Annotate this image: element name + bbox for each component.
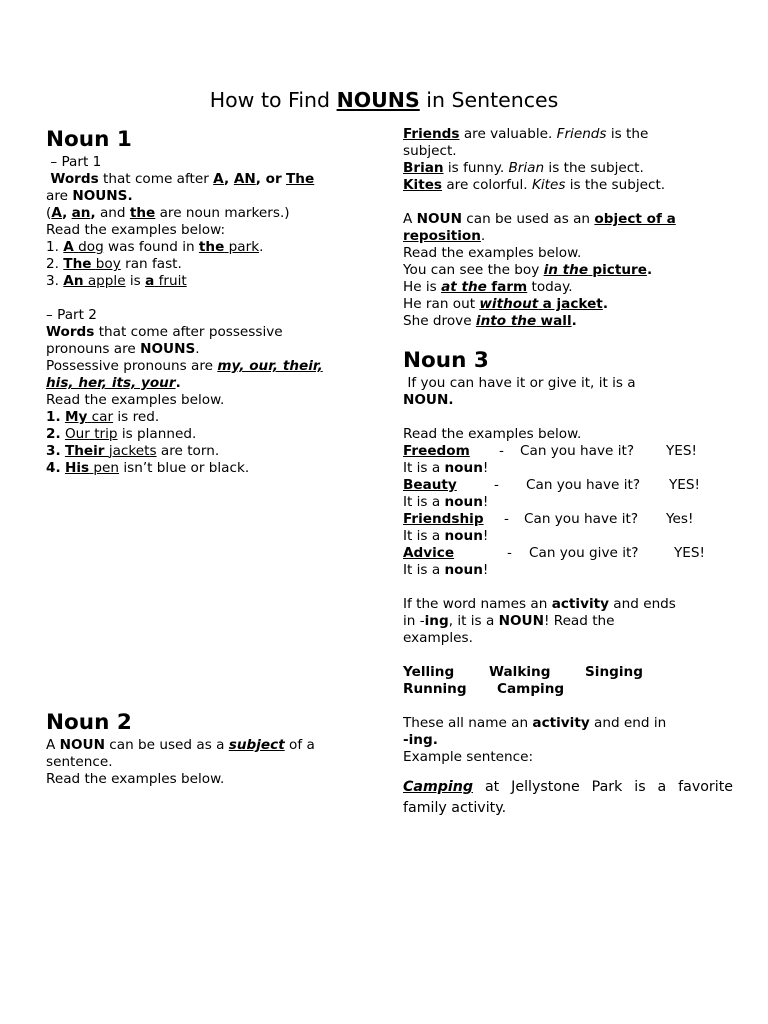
- heading-noun-3: Noun 3: [403, 348, 489, 373]
- left-column: [46, 126, 368, 477]
- object-example-2: He is at the farm today.: [403, 279, 573, 295]
- noun-example-verdict: It is a noun!: [403, 460, 489, 476]
- noun-example-word: Freedom: [403, 443, 470, 459]
- noun-3-intro-2: NOUN.: [403, 392, 454, 408]
- noun-3-intro-1: If you can have it or give it, it is a: [407, 375, 636, 391]
- part-1-label: – Part 1: [50, 154, 102, 170]
- noun-example-question: Can you give it?: [529, 545, 639, 561]
- activity-rule-line-1: If the word names an activity and ends: [403, 596, 676, 612]
- read-examples-4: Read the examples below.: [403, 426, 582, 442]
- heading-noun-1: Noun 1: [46, 127, 132, 152]
- noun-example-dash: -: [504, 511, 509, 527]
- activity-rule-line-3: examples.: [403, 630, 473, 646]
- object-rule-line-1: A NOUN can be used as an object of a: [403, 211, 676, 227]
- noun-example-word: Friendship: [403, 511, 484, 527]
- read-examples-1: Read the examples below:: [46, 222, 226, 238]
- noun-markers-note: (A, an, and the are noun markers.): [46, 205, 290, 221]
- example-2-3: 3. Their jackets are torn.: [46, 443, 220, 459]
- noun-example-answer: Yes!: [666, 511, 694, 527]
- object-rule-line-2: reposition.: [403, 228, 486, 244]
- example-2-2: 2. Our trip is planned.: [46, 426, 197, 442]
- noun-example-verdict: It is a noun!: [403, 528, 489, 544]
- activity-word: Singing: [585, 664, 643, 680]
- activity-word: Yelling: [403, 664, 455, 680]
- read-examples-3: Read the examples below.: [403, 245, 582, 261]
- noun-example-line: [403, 477, 733, 494]
- noun-example-question: Can you have it?: [524, 511, 639, 527]
- noun-example-line: [403, 511, 733, 528]
- object-example-1: You can see the boy in the picture.: [403, 262, 653, 278]
- subject-example-1-cont: subject.: [403, 143, 457, 159]
- all-activity-line-1: These all name an activity and end in: [403, 715, 667, 731]
- noun-example-dash: -: [494, 477, 499, 493]
- noun-example-verdict: It is a noun!: [403, 562, 489, 578]
- noun-example-question: Can you have it?: [520, 443, 635, 459]
- noun-example-word: Beauty: [403, 477, 457, 493]
- subject-example-1: Friends are valuable. Friends is the: [403, 126, 649, 142]
- example-2-4: 4. His pen isn’t blue or black.: [46, 460, 250, 476]
- page-title: How to Find NOUNS in Sentences: [209, 88, 559, 112]
- rule-1-line-2: are NOUNS.: [46, 188, 133, 204]
- activity-words-row-2: [403, 681, 733, 698]
- part-2-label: – Part 2: [46, 307, 97, 323]
- example-1-3: 3. An apple is a fruit: [46, 273, 187, 289]
- activity-word: Running: [403, 681, 467, 697]
- example-sentence: Camping at Jellystone Park is a favorite family activity.: [403, 779, 733, 816]
- object-example-3: He ran out without a jacket.: [403, 296, 608, 312]
- noun-example-line: [403, 443, 733, 460]
- read-examples-2: Read the examples below.: [46, 392, 225, 408]
- noun-2-line-2: sentence.: [46, 754, 113, 770]
- noun-2-line-3: Read the examples below.: [46, 771, 225, 787]
- example-1-1: 1. A dog was found in the park.: [46, 239, 264, 255]
- noun-example-answer: YES!: [666, 443, 697, 459]
- noun-example-answer: YES!: [674, 545, 705, 561]
- noun-2-line-1: A NOUN can be used as a subject of a: [46, 737, 315, 753]
- title-emphasis: NOUNS: [336, 88, 420, 112]
- possessive-list-line-2: his, her, its, your.: [46, 375, 181, 391]
- noun-example-question: Can you have it?: [526, 477, 641, 493]
- noun-example-verdict: It is a noun!: [403, 494, 489, 510]
- noun-2-section: [46, 709, 368, 788]
- activity-words-row-1: [403, 664, 733, 681]
- rule-1-line-1: Words that come after A, AN, or The: [50, 171, 315, 187]
- example-2-1: 1. My car is red.: [46, 409, 160, 425]
- noun-example-line: [403, 545, 733, 562]
- possessive-list-line-1: Possessive pronouns are my, our, their,: [46, 358, 323, 374]
- object-example-4: She drove into the wall.: [403, 313, 577, 329]
- subject-example-3: Kites are colorful. Kites is the subject.: [403, 177, 666, 193]
- right-column: [403, 126, 733, 819]
- noun-example-dash: -: [507, 545, 512, 561]
- noun-example-answer: YES!: [669, 477, 700, 493]
- activity-word: Walking: [489, 664, 551, 680]
- rule-2-line-1: Words that come after possessive: [46, 324, 283, 340]
- all-activity-line-2: -ing.: [403, 732, 438, 748]
- noun-example-word: Advice: [403, 545, 455, 561]
- example-sentence-label: Example sentence:: [403, 749, 534, 765]
- noun-example-dash: -: [499, 443, 504, 459]
- subject-example-2: Brian is funny. Brian is the subject.: [403, 160, 644, 176]
- rule-2-line-2: pronouns are NOUNS.: [46, 341, 200, 357]
- example-1-2: 2. The boy ran fast.: [46, 256, 182, 272]
- noun-3-examples: [403, 443, 733, 579]
- activity-word: Camping: [497, 681, 565, 697]
- activity-rule-line-2: in -ing, it is a NOUN! Read the: [403, 613, 615, 629]
- heading-noun-2: Noun 2: [46, 710, 132, 735]
